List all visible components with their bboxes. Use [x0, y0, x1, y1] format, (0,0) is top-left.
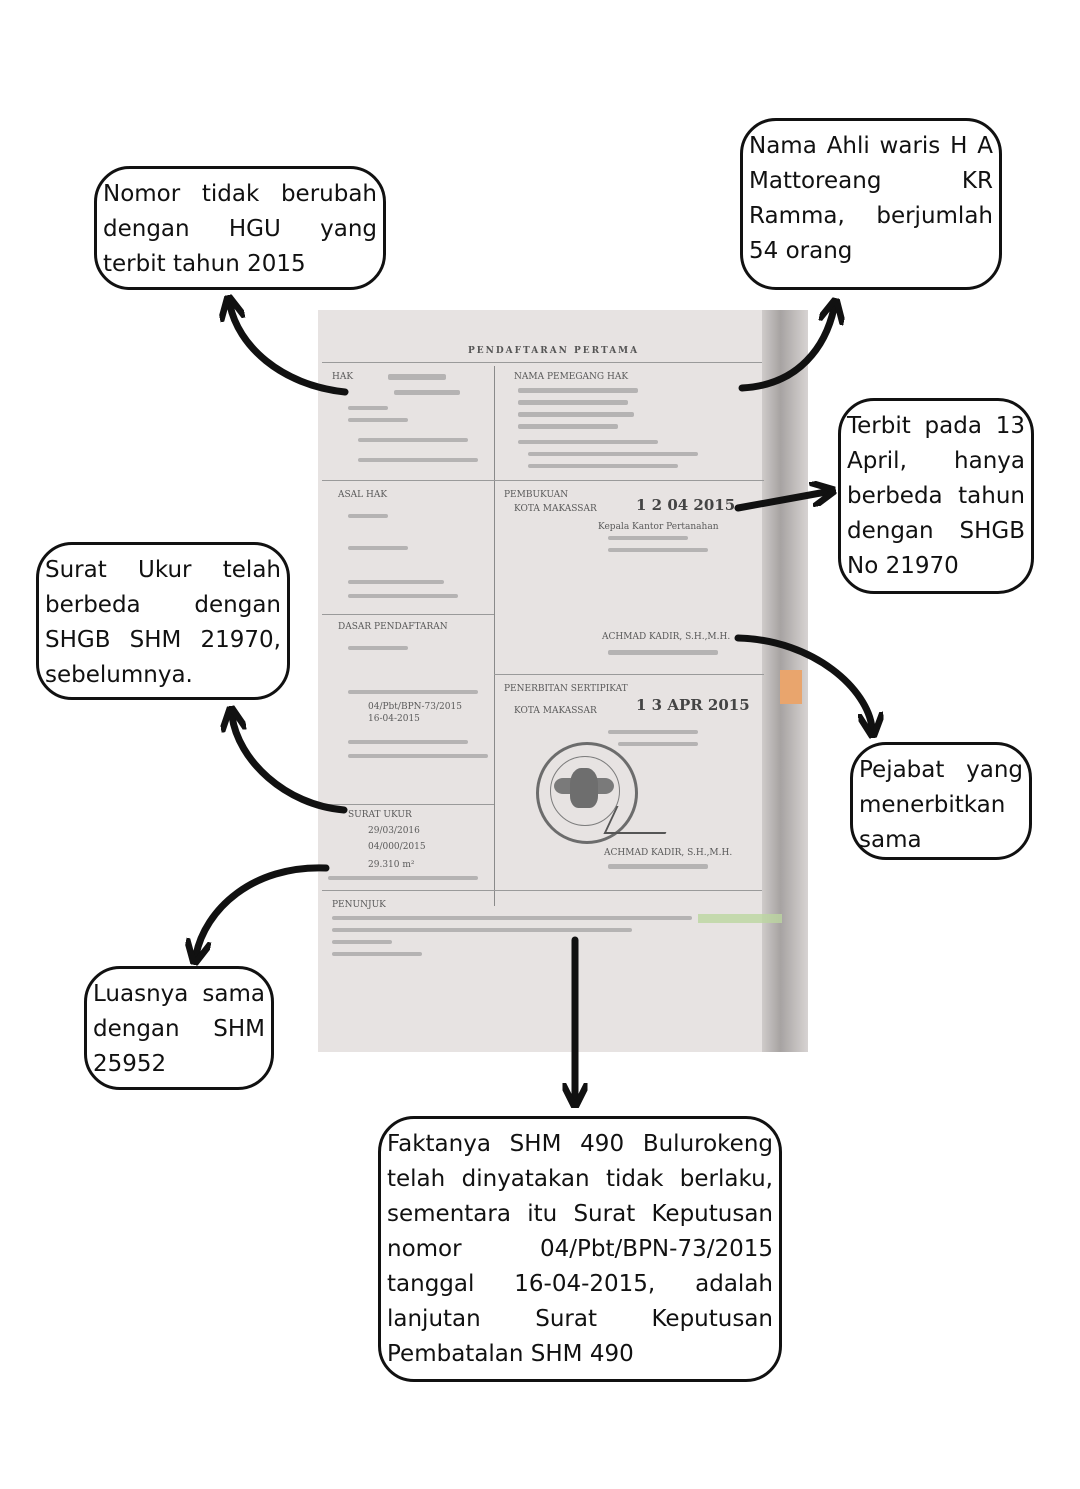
doc-section-pembukuan: PEMBUKUAN — [504, 490, 569, 500]
doc-luas: 29.310 m² — [368, 860, 415, 870]
arrow-to-pejabat — [738, 638, 872, 728]
doc-section-penerbitan: PENERBITAN SERTIPIKAT — [504, 684, 628, 694]
doc-date-1: 1 2 04 2015 — [636, 496, 736, 514]
arrow-to-terbit — [738, 492, 826, 508]
doc-date-2: 1 3 APR 2015 — [636, 696, 750, 714]
callout-fakta: Faktanya SHM 490 Bulurokeng telah dinyatakan tidak berlaku, sementara itu Surat Keputusan nomor 04/Pbt/BPN-73/2015 tanggal 16-04-2015, adalah lanjutan Surat Keputusan Pembatalan SHM 490 — [378, 1116, 782, 1382]
doc-su-date: 29/03/2016 — [368, 826, 420, 836]
doc-sk-date: 16-04-2015 — [368, 714, 420, 724]
doc-section-pemegang: NAMA PEMEGANG HAK — [514, 372, 629, 382]
doc-header: PENDAFTARAN PERTAMA — [468, 346, 640, 356]
doc-kota-1: KOTA MAKASSAR — [514, 504, 597, 514]
arrow-to-nama — [742, 308, 834, 388]
arrow-to-nomor — [230, 305, 345, 392]
callout-pejabat: Pejabat yang menerbitkan sama — [850, 742, 1032, 860]
callout-terbit: Terbit pada 13 April, hanya berbeda tahun dengan SHGB No 21970 — [838, 398, 1034, 594]
doc-section-dasar: DASAR PENDAFTARAN — [338, 622, 448, 632]
arrow-to-surat — [232, 716, 344, 810]
callout-nomor: Nomor tidak berubah dengan HGU yang terbit tahun 2015 — [94, 166, 386, 290]
doc-signatory-1: ACHMAD KADIR, S.H.,M.H. — [602, 632, 731, 642]
callout-surat-ukur: Surat Ukur telah berbeda dengan SHGB SHM 21970, sebelumnya. — [36, 542, 290, 700]
doc-kepala-1: Kepala Kantor Pertanahan — [598, 522, 719, 532]
doc-section-hak: HAK — [332, 372, 354, 382]
doc-section-penunjuk: PENUNJUK — [332, 900, 386, 910]
doc-sk-no: 04/Pbt/BPN-73/2015 — [368, 702, 462, 712]
arrow-to-luas — [196, 868, 326, 955]
callout-luas: Luasnya sama dengan SHM 25952 — [84, 966, 274, 1090]
doc-kota-2: KOTA MAKASSAR — [514, 706, 597, 716]
doc-section-asal-hak: ASAL HAK — [338, 490, 388, 500]
callout-nama-ahli-waris: Nama Ahli waris H A Mattoreang KR Ramma, berjumlah 54 orang — [740, 118, 1002, 290]
doc-su-no: 04/000/2015 — [368, 842, 426, 852]
doc-signatory-2: ACHMAD KADIR, S.H.,M.H. — [604, 848, 733, 858]
doc-section-surat-ukur: SURAT UKUR — [348, 810, 412, 820]
